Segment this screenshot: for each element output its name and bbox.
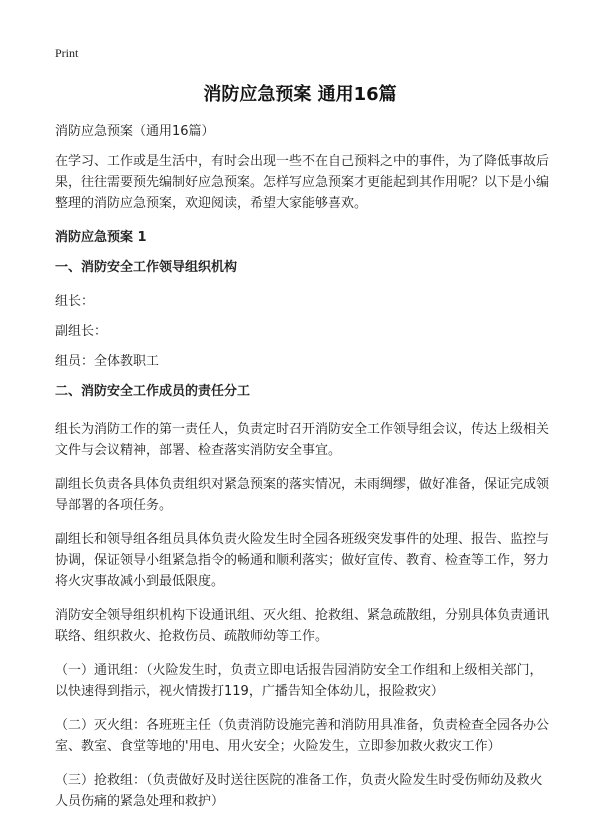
subtitle: 消防应急预案（通用16篇） [55,124,215,139]
print-label: Print [55,46,79,60]
intro-paragraph: 在学习、工作或是生活中，有时会出现一些不在自己预料之中的事件，为了降低事故后果，往往需要预先编制好应急预案。怎样写应急预案才更能起到其作用呢？以下是小编整理的消防应急预案，欢迎阅读，希望大家能够喜欢。 [55,154,550,211]
body-paragraph: 副组长负责各具体负责组织对紧急预案的落实情况，未雨绸缪，做好准备，保证完成领导部署的各项任务。 [55,477,550,513]
members-line: 组员：全体教职工 [55,354,160,369]
body-paragraph: （二）灭火组：各班班主任（负责消防设施完善和消防用具准备，负责检查全园各办公室、教室、食堂等地的'用电、用火安全；火险发生，立即参加救火救灾工作） [55,718,550,754]
document-body [55,121,550,812]
section-title: 消防应急预案 1 [55,230,147,245]
leader-line: 组长： [55,294,95,309]
body-paragraph: （一）通讯组：（火险发生时，负责立即电话报告园消防安全工作组和上级相关部门，以快速得到指示，视火情拨打119，广播告知全体幼儿，报险救灾） [55,663,543,699]
body-paragraph: 消防安全领导组织机构下设通讯组、灭火组、抢救组、紧急疏散组，分别具体负责通讯联络、组织救火、抢救伤员、疏散师幼等工作。 [55,608,550,644]
page-title: 消防应急预案 通用16篇 [203,84,397,105]
deputy-leader-line: 副组长： [55,324,108,339]
heading-responsibilities: 二、消防安全工作成员的责任分工 [55,384,251,399]
body-paragraph: 副组长和领导组各组员具体负责火险发生时全园各班级突发事件的处理、报告、监控与协调，保证领导小组紧急指令的畅通和顺利落实；做好宣传、教育、检查等工作，努力将火灾事故减小到最低限度。 [55,532,550,589]
body-paragraph: 组长为消防工作的第一责任人，负责定时召开消防安全工作领导组会议，传达上级相关文件与会议精神，部署、检查落实消防安全事宜。 [55,422,550,458]
heading-organization: 一、消防安全工作领导组织机构 [55,260,238,275]
body-paragraph: （三）抢救组：（负责做好及时送往医院的准备工作，负责火险发生时受伤师幼及救火人员伤痛的紧急处理和救护） [55,773,543,809]
